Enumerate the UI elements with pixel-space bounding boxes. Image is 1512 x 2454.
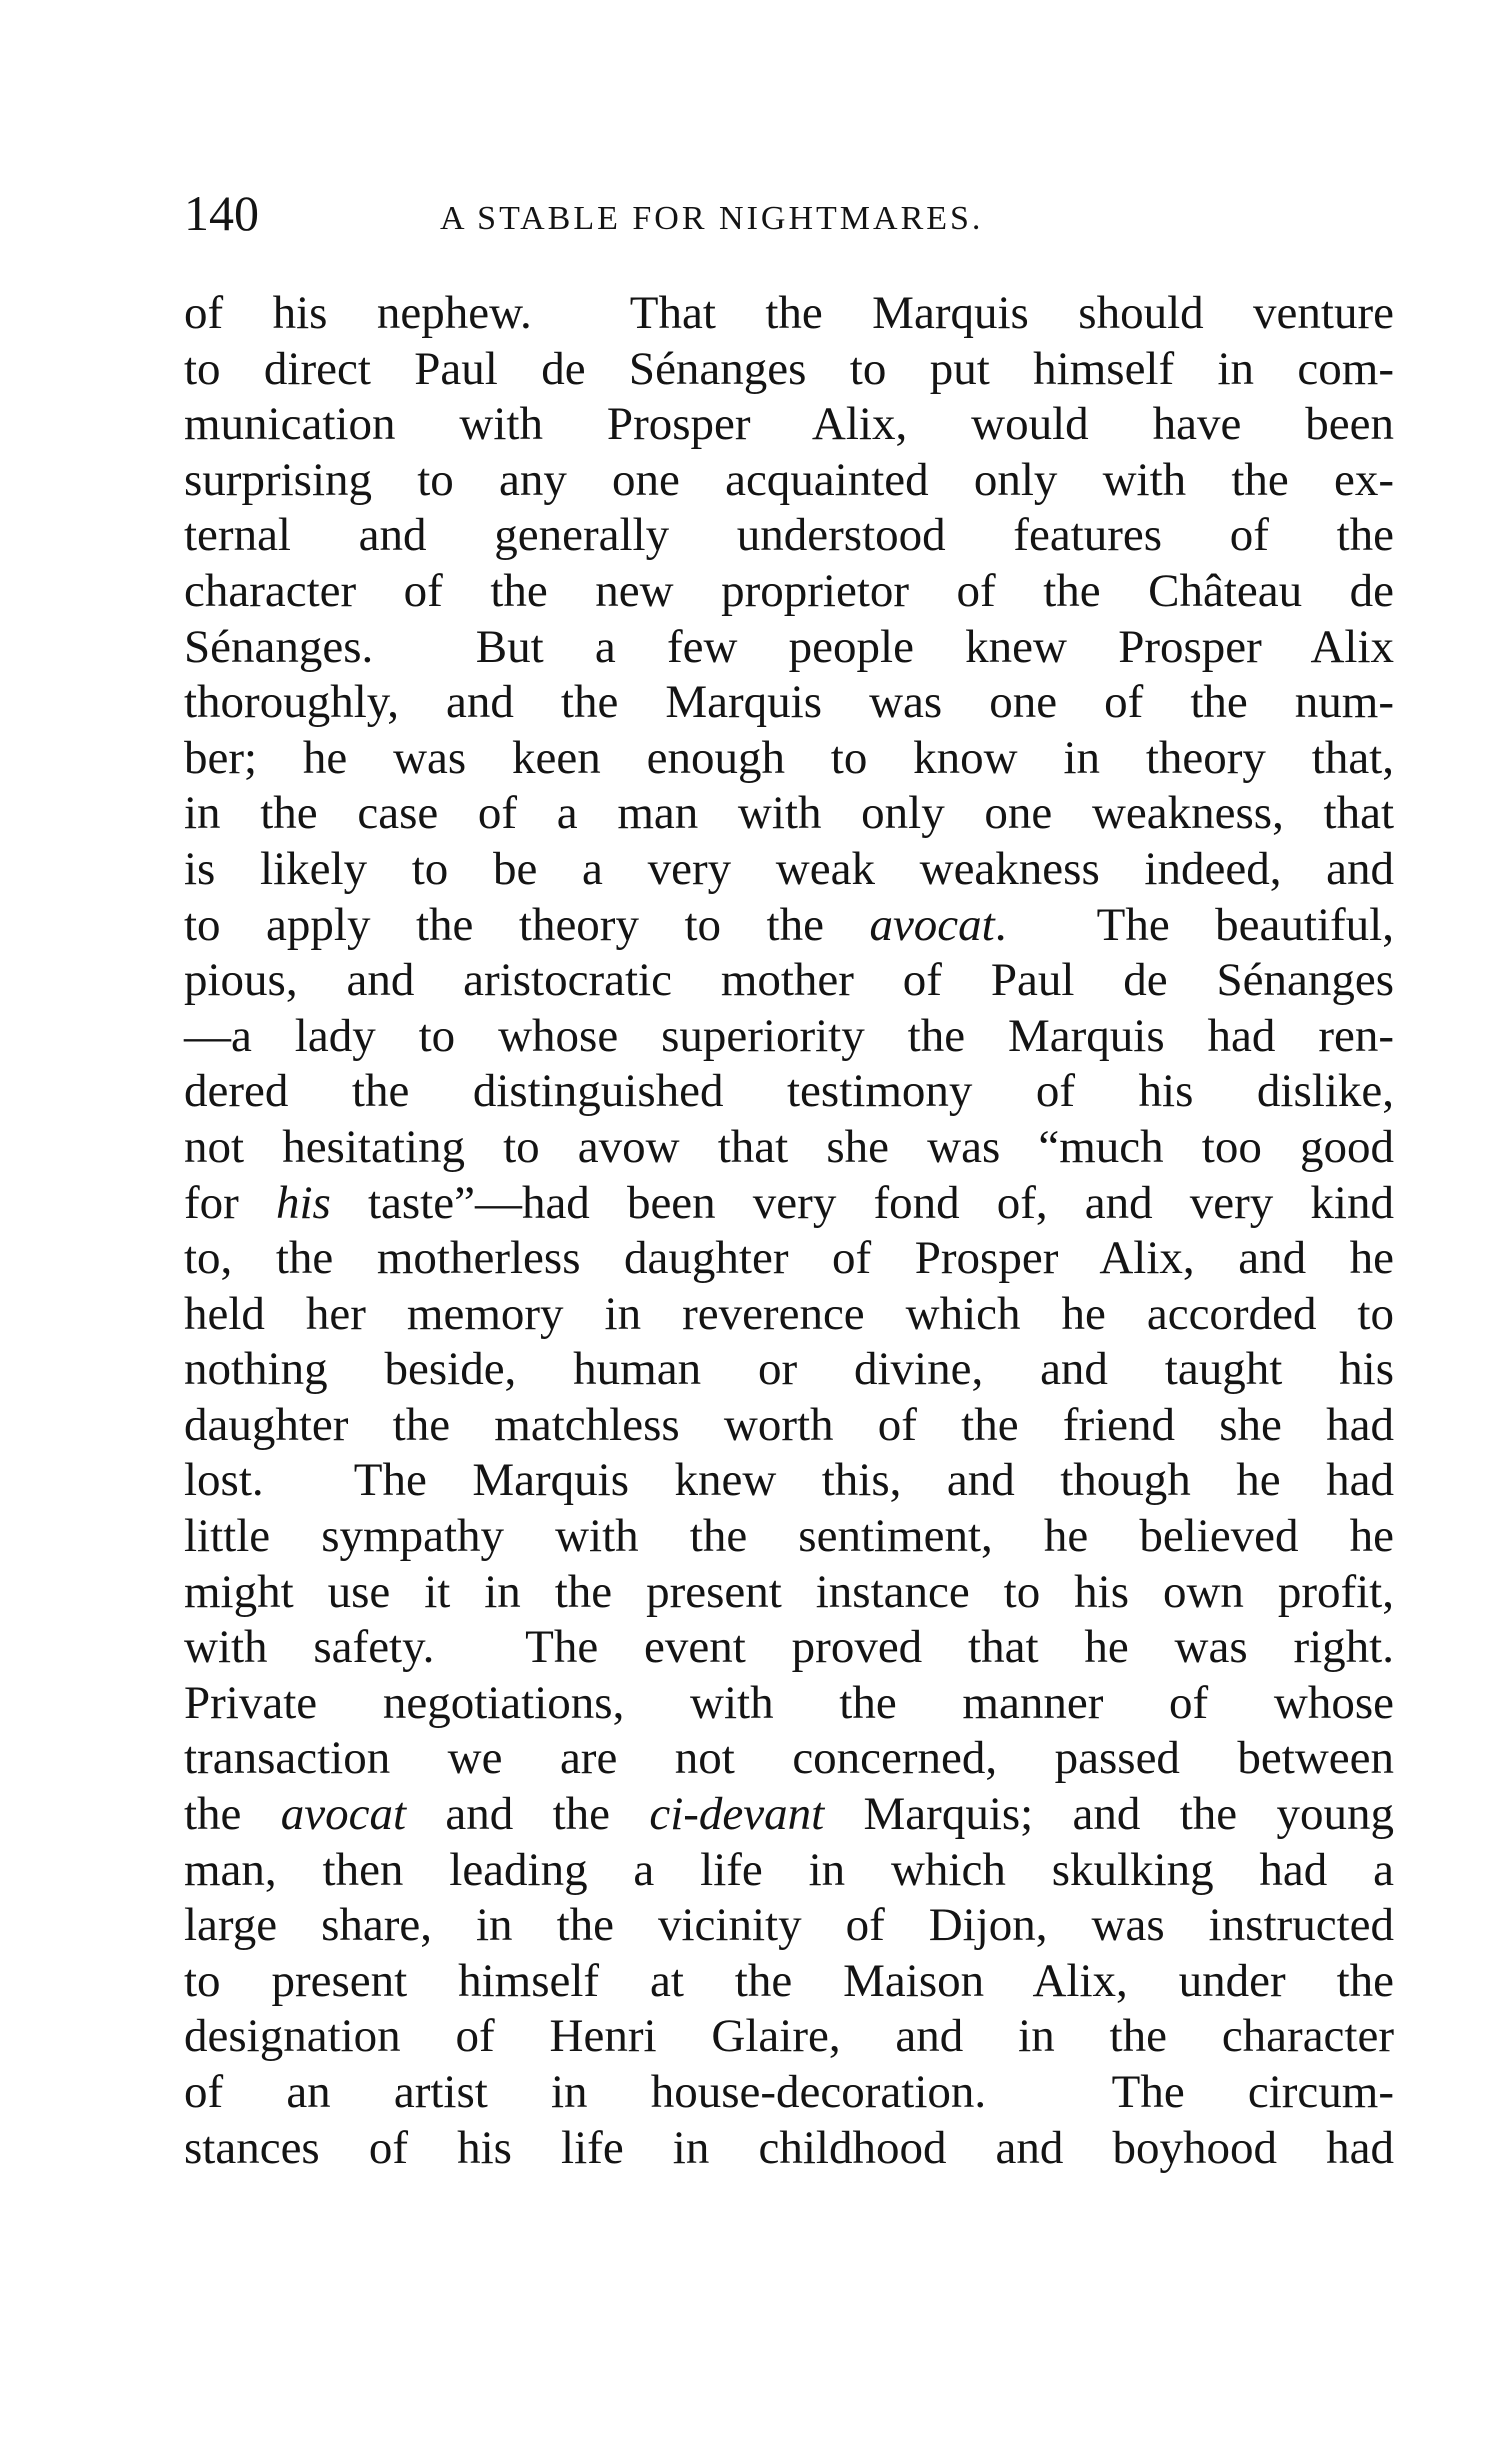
- text-line: [184, 1676, 1394, 1732]
- text-span: to direct Paul de Sénanges to put himself in com-: [184, 342, 1394, 395]
- text-span: . The beautiful,: [994, 898, 1394, 951]
- text-span: stances of his life in childhood and boyhood had: [184, 2121, 1394, 2174]
- text-span: munication with Prosper Alix, would have been: [184, 398, 1394, 451]
- text-span: for: [184, 1176, 276, 1229]
- text-line: [184, 620, 1394, 676]
- text-line: [184, 842, 1394, 898]
- text-span: transaction we are not concerned, passed between: [184, 1732, 1394, 1785]
- text-line: [184, 1843, 1394, 1899]
- text-line: [184, 675, 1394, 731]
- text-line: [184, 731, 1394, 787]
- text-line: [184, 953, 1394, 1009]
- text-span: daughter the matchless worth of the friend she had: [184, 1398, 1394, 1451]
- body-text: [184, 286, 1394, 2176]
- text-line: [184, 1565, 1394, 1621]
- text-line: [184, 1453, 1394, 1509]
- text-span: of his nephew. That the Marquis should venture: [184, 287, 1394, 339]
- text-span: dered the distinguished testimony of his dislike,: [184, 1065, 1394, 1118]
- text-line: [184, 1787, 1394, 1843]
- text-span: man, then leading a life in which skulking had a: [184, 1843, 1394, 1896]
- text-span: Marquis; and the young: [824, 1788, 1395, 1841]
- text-span: with safety. The event proved that he was right.: [184, 1621, 1394, 1674]
- text-line: [184, 1120, 1394, 1176]
- text-line: [184, 1342, 1394, 1398]
- text-span: might use it in the present instance to his own profit,: [184, 1565, 1394, 1618]
- text-span: to, the motherless daughter of Prosper Alix, and he: [184, 1232, 1394, 1285]
- text-span: surprising to any one acquainted only with the ex-: [184, 453, 1394, 506]
- text-span: large share, in the vicinity of Dijon, was instructed: [184, 1899, 1394, 1952]
- italic-text: avocat: [280, 1788, 407, 1841]
- text-span: and the: [406, 1788, 650, 1841]
- text-span: held her memory in reverence which he accorded to: [184, 1287, 1394, 1340]
- text-line: [184, 397, 1394, 453]
- italic-text: avocat: [869, 898, 995, 951]
- text-span: Private negotiations, with the manner of whose: [184, 1676, 1394, 1729]
- text-span: —a lady to whose superiority the Marquis had ren-: [184, 1009, 1394, 1062]
- text-span: not hesitating to avow that she was “much too good: [184, 1120, 1394, 1173]
- running-head: [184, 178, 1394, 248]
- text-line: [184, 508, 1394, 564]
- text-line: [184, 1064, 1394, 1120]
- text-span: Sénanges. But a few people knew Prosper Alix: [184, 620, 1394, 673]
- text-line: [184, 453, 1394, 509]
- text-line: [184, 786, 1394, 842]
- text-line: [184, 1898, 1394, 1954]
- text-span: the: [184, 1788, 281, 1841]
- text-span: pious, and aristocratic mother of Paul de Sénanges: [184, 954, 1394, 1007]
- text-line: [184, 2121, 1394, 2177]
- text-span: nothing beside, human or divine, and taught his: [184, 1343, 1394, 1396]
- running-title: A STABLE FOR NIGHTMARES.: [440, 200, 984, 237]
- text-line: [184, 1287, 1394, 1343]
- text-span: is likely to be a very weak weakness indeed, and: [184, 842, 1394, 895]
- text-line: [184, 898, 1394, 954]
- text-span: in the case of a man with only one weakness, that: [184, 787, 1394, 840]
- text-span: thoroughly, and the Marquis was one of the num-: [184, 676, 1394, 729]
- text-line: [184, 1509, 1394, 1565]
- text-line: [184, 1620, 1394, 1676]
- text-span: designation of Henri Glaire, and in the character: [184, 2010, 1394, 2063]
- text-span: character of the new proprietor of the Château de: [184, 564, 1394, 617]
- text-span: ternal and generally understood features of the: [184, 509, 1394, 562]
- text-line: [184, 2009, 1394, 2065]
- text-span: to apply the theory to the: [184, 898, 870, 951]
- text-line: [184, 1231, 1394, 1287]
- text-line: [184, 342, 1394, 398]
- text-span: little sympathy with the sentiment, he believed he: [184, 1510, 1394, 1563]
- text-line: [184, 1731, 1394, 1787]
- text-line: [184, 1398, 1394, 1454]
- text-span: lost. The Marquis knew this, and though he had: [184, 1454, 1394, 1507]
- text-line: [184, 1954, 1394, 2010]
- text-line: [184, 2065, 1394, 2121]
- text-span: ber; he was keen enough to know in theory that,: [184, 731, 1394, 784]
- text-line: [184, 1009, 1394, 1065]
- text-line: [184, 286, 1394, 342]
- page-number: 140: [184, 185, 259, 241]
- text-span: of an artist in house-decoration. The circum-: [184, 2066, 1394, 2118]
- text-span: to present himself at the Maison Alix, under the: [184, 1954, 1394, 2007]
- text-line: [184, 1176, 1394, 1232]
- text-line: [184, 564, 1394, 620]
- text-span: taste”—had been very fond of, and very kind: [330, 1176, 1394, 1229]
- italic-text: his: [275, 1176, 331, 1229]
- italic-text: ci-devant: [649, 1788, 825, 1841]
